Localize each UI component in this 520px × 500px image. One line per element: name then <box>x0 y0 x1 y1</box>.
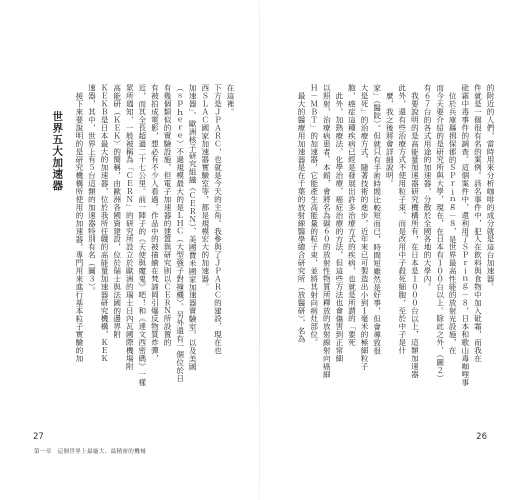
text-column: 有６７台的各式用途的加速器，分散於全國各地的大學內。 <box>423 84 433 291</box>
text-column: 我要說明的是高能量加速器研究機構所有，在日本是１０００台以上，這類加速器 <box>410 91 420 378</box>
text-column: 此外，加熱療法、化學治療、癌症治療的方法，但這些方法也會傷害到正常細 <box>334 91 344 362</box>
text-column: 大是死」的治療方式，隨著技術的進步，近年來已可製造出小到１毫米的極細粒子 <box>360 84 370 371</box>
text-column: Ｈ－ＭＢＴ」的加速器，它能產生高能量的粒子束，並將其射向病灶部位。 <box>309 84 319 347</box>
section-heading: 世界五大加速器 <box>51 111 64 192</box>
text-column: 而今天要介紹的是研究所與大學，現在，在日本有１００台以上。除此之外，（圖２） <box>435 84 445 383</box>
running-footer: 第一章 這個世界上最龐大、最精密的機械 <box>34 449 146 455</box>
text-column: 高能研（ＫＥＫ）的簡稱，由歐洲各國資建設，位於瑞士與法國的邊界附 <box>112 84 122 339</box>
right-page <box>260 0 520 500</box>
text-column: 加速器」、歐洲核子研究組織（ＣＥＲＮ）、美國費米國家加速器實驗室，以及美國 <box>188 84 198 371</box>
text-column: 位於兵庫縣揖保郡的ＳＰｒｉｎｇ－８，是世界最高性能的放射光設施，在 <box>448 91 458 354</box>
left-body-text <box>28 84 236 396</box>
text-column: （ｓｐｈｅｒｅ）不過規模最大的是ＬＨＣ（大型強子對撞機）。另外還有一個位於日 <box>175 84 185 383</box>
text-column: 有被拍成電影，想必有不少人看過。作品中的被描繪在梵諦岡引爆反物質炸彈， <box>150 84 160 363</box>
text-column: 下方是ＪＰＡＲＣ，也就是今天的主角。我參與了ＪＰＡＲＣ的建設，現在也 <box>213 84 223 355</box>
text-column: 最大的醫療用加速器是在千葉的放射線醫學總合研究所（放醫研），名為 <box>297 91 307 343</box>
text-column: 此外，還有些治療方式不使用粒子束，而是改用中子殺死細胞，至於中子是什 <box>397 84 407 355</box>
text-column: 砒霜中毒事件的調查。這個案件中，還利用了ＳＰｒｉｎｇ－８，日本和歌山毒咖哩事 <box>460 84 470 387</box>
text-column: 件就是一個很有名的案例。該名事件中，犯人在飲料與食物中加入砒霜，而我在 <box>473 84 483 363</box>
text-column: 家」（醫院）。但就只有手術時間比較短而已，時間短雖然是好事，但會導致很 <box>372 84 382 355</box>
text-column: 的附近的人們，當時用來分析咖啡的成分就是這台加速器。 <box>486 84 495 291</box>
text-column: 胞，癌症這種疾病已經是發展出許多治療方式的疾病，也就是所謂的「要死 <box>347 84 357 347</box>
page-number-right: 26 <box>476 432 487 442</box>
text-column: ＫＥＫＢ是日本最大的加速器，位於我所任職的高能量加速器研究機構，ＫＥＫ <box>100 84 110 363</box>
text-column: 以照射，治療病患者。本館，會將名為碳６０的放射性物質所釋放的放射線射向癌細 <box>322 84 332 379</box>
text-column: 在這裡。 <box>226 84 235 116</box>
text-column: 西ＳＬＡＣ國家加速器實驗室等，都是規模宏大的加速器。 <box>200 84 210 291</box>
text-column: 接下來要說明的是研究機構所使用的加速器，專門用來進行基本粒子實驗的加 <box>74 91 84 362</box>
text-column: 速器，其中，世界上有５台這類的加速器特別有名（圖３）。 <box>87 84 97 295</box>
right-body-text <box>297 84 496 396</box>
text-column: 有幾個類似的實驗設施，但電子加速器的建置與研究則以ＣＥＲＮ所設置的 <box>163 84 173 347</box>
text-column: 麼，我之後將會詳細說明。 <box>385 91 395 187</box>
text-column: 近，而其全長超過二十七公里。前一陣子的《天使與魔鬼》吧！和《達文西密碼》一樣 <box>137 84 147 387</box>
page-number-left: 27 <box>33 432 44 442</box>
text-column: 眾所週知，一般被稱為「ＣＥＲＮ」的研究所設立於歐洲的瑞士日內瓦國際機場附 <box>125 84 135 371</box>
